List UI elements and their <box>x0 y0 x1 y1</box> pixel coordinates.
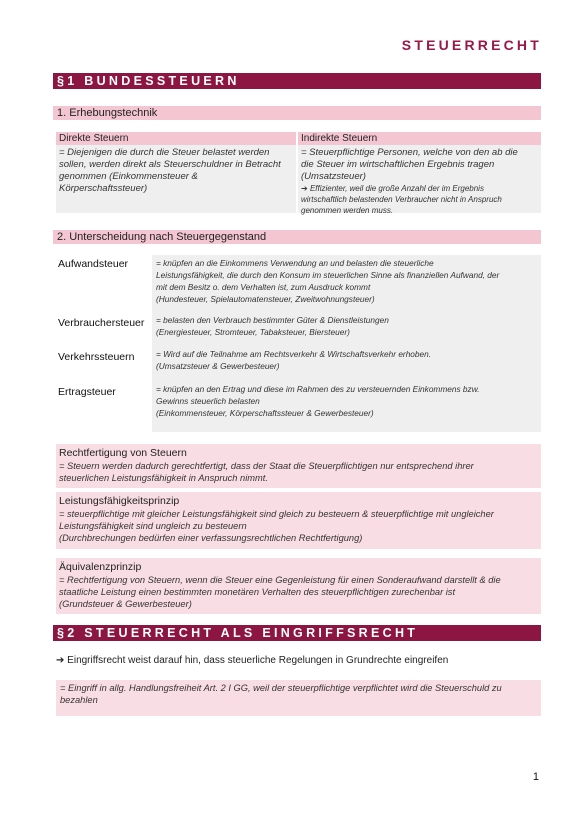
row-line: (Umsatzsteuer & Gewerbesteuer) <box>156 361 280 371</box>
row-label: Verkehrssteuern <box>58 351 135 363</box>
row-line: = knüpfen an die Einkommens Verwendung an und belasten die steuerliche <box>156 258 434 268</box>
row-line: (Einkommensteuer, Körperschaftssteuer & Gewerbesteuer) <box>156 408 374 418</box>
box-line: Leistungsfähigkeit sind ungleich zu besteuern <box>59 521 247 531</box>
direct-line: = Diejenigen die durch die Steuer belastet werden <box>59 147 270 158</box>
arrow-right-icon: ➔ <box>56 655 65 666</box>
indirect-line: die Steuer im wirtschaftlichen Ergebnis tragen <box>301 159 495 170</box>
direct-line: sollen, werden direkt als Steuerschuldner in Betracht <box>59 159 281 170</box>
direct-taxes-header <box>56 132 296 145</box>
indirect-note <box>301 183 538 194</box>
row-line: = belasten den Verbrauch bestimmter Güter & Dienstleistungen <box>156 315 389 325</box>
indirect-note-line: wirtschaftlich belastenden Verbraucher nicht in Anspruch <box>301 195 502 204</box>
box-line: steuerlichen Leistungsfähigkeit in Anspruch nimmt. <box>59 473 268 483</box>
box-line: staatliche Leistung einen bestimmten monetären Verhalten des steuerpflichtigen zurechenbar ist <box>59 587 456 597</box>
row-line: mit dem Besitz o. dem Verhalten ist, zum Ausdruck kommt <box>156 282 371 292</box>
info-box-leistungsfaehigkeit <box>56 492 541 549</box>
arrow-right-icon: ➔ <box>301 184 308 193</box>
box-line: bezahlen <box>60 695 98 705</box>
box-title: Äquivalenzprinzip <box>59 561 142 573</box>
subsection-steuergegenstand: 2. Unterscheidung nach Steuergegenstand <box>53 230 541 244</box>
statement-text: Eingriffsrecht weist darauf hin, dass steuerliche Regelungen in Grundrechte eingreifen <box>67 655 449 666</box>
indirect-taxes-title: Indirekte Steuern <box>301 133 378 144</box>
page-number: 1 <box>532 771 539 783</box>
info-box-aequivalenz <box>56 558 541 614</box>
subsection-erhebungstechnik: 1. Erhebungstechnik <box>53 106 541 120</box>
row-line: (Energiesteuer, Stromteuer, Tabaksteuer, Biersteuer) <box>156 327 350 337</box>
section-1-heading: §1 BUNDESSTEUERN <box>53 73 541 89</box>
direct-taxes-title: Direkte Steuern <box>59 133 129 144</box>
direct-line: genommen (Einkommensteuer & <box>59 171 198 182</box>
box-line: = Steuern werden dadurch gerechtfertigt, dass der Staat die Steuerpflichtigen nur entsprechend ihrer <box>59 461 474 471</box>
row-body <box>152 255 541 309</box>
row-line: = Wird auf die Teilnahme am Rechtsverkehr & Wirtschaftsverkehr erhoben. <box>156 349 432 359</box>
box-line: (Grundsteuer & Gewerbesteuer) <box>59 599 192 609</box>
info-box-eingriff <box>56 680 541 716</box>
info-box-rechtfertigung <box>56 444 541 488</box>
eingriffsrecht-statement <box>56 654 448 667</box>
indirect-note-line: genommen werden muss. <box>301 206 394 215</box>
box-line: = Rechtfertigung von Steuern, wenn die Steuer eine Gegenleistung für einen Sonderaufwand darstellt & die <box>59 575 501 585</box>
row-body <box>152 343 541 377</box>
row-line: = knüpfen an den Ertrag und diese im Rahmen des zu versteuernden Einkommens bzw. <box>156 384 480 394</box>
row-label: Verbrauchersteuer <box>58 317 145 329</box>
row-body <box>152 309 541 343</box>
row-line: (Hundesteuer, Spielautomatensteuer, Zweitwohnungsteuer) <box>156 294 375 304</box>
indirect-line: = Steuerpflichtige Personen, welche von den ab die <box>301 147 518 158</box>
row-label: Aufwandsteuer <box>58 258 129 270</box>
row-line: Leistungsfähigkeit, die durch den Konsum im steuerlichen Sinne als finanziellen Aufwand, der <box>156 270 500 280</box>
box-line: = Eingriff in allg. Handlungsfreiheit Art. 2 I GG, weil der steuerpflichtige verpflichtet wird die Steuerschuld zu <box>60 683 502 693</box>
row-body <box>152 377 541 432</box>
indirect-taxes-body <box>298 145 541 213</box>
row-label: Ertragsteuer <box>58 386 116 398</box>
section-2-heading: §2 STEUERRECHT ALS EINGRIFFSRECHT <box>53 625 541 641</box>
indirect-taxes-header <box>298 132 541 145</box>
document-title: STEUERRECHT <box>401 37 542 53</box>
box-line: (Durchbrechungen bedürfen einer verfassungsrechtlichen Rechtfertigung) <box>59 533 363 543</box>
indirect-line: (Umsatzsteuer) <box>301 171 366 182</box>
box-title: Rechtfertigung von Steuern <box>59 447 187 459</box>
box-title: Leistungsfähigkeitsprinzip <box>59 495 180 507</box>
row-line: Gewinns steuerlich belasten <box>156 396 260 406</box>
indirect-note-line: Effizienter, weil die große Anzahl der im Ergebnis <box>309 184 484 193</box>
box-line: = steuerpflichtige mit gleicher Leistungsfähigkeit sind gleich zu besteuern & steuerpflichtige mit ungleicher <box>59 509 494 519</box>
direct-line: Körperschaftssteuer) <box>59 183 148 194</box>
direct-taxes-body <box>56 145 296 213</box>
